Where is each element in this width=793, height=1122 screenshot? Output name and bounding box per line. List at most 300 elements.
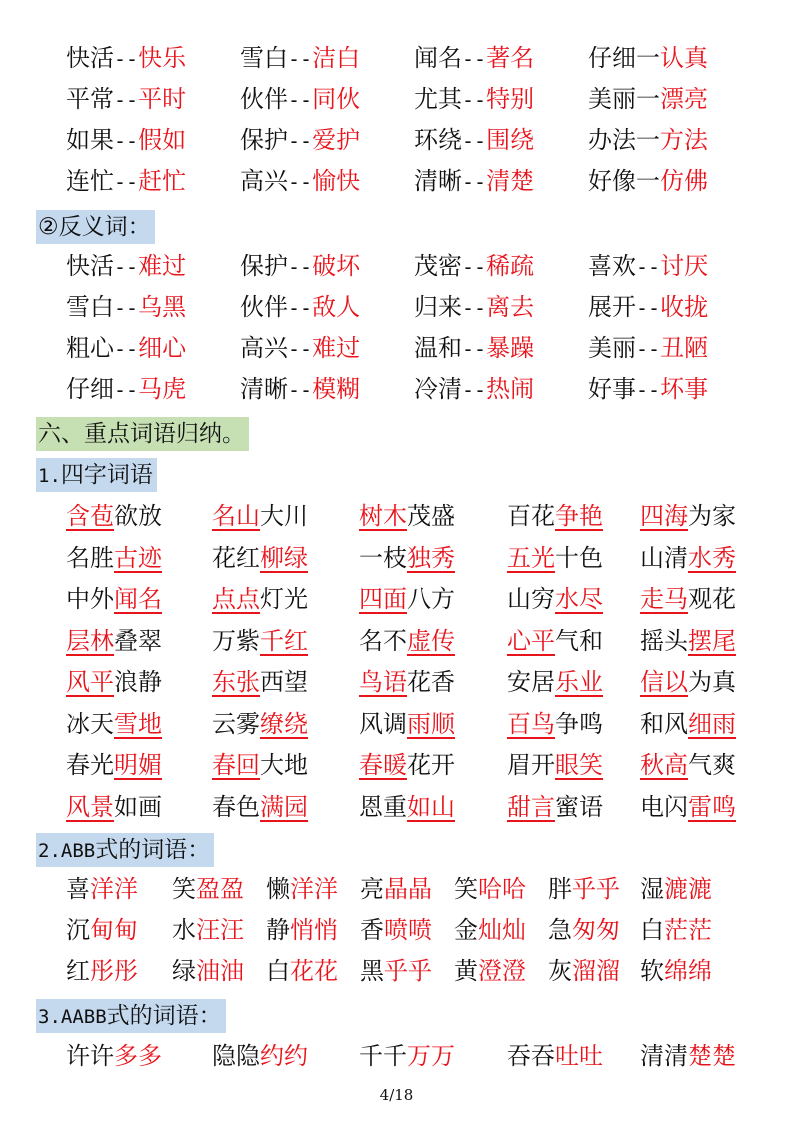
answer-word: 仿佛 xyxy=(660,167,708,195)
answer-word: 讨厌 xyxy=(660,252,709,280)
idiom xyxy=(640,747,736,783)
idiom xyxy=(212,789,308,825)
word: 粗心 xyxy=(66,334,114,362)
heading-text: 四字词语 xyxy=(60,462,153,488)
separator: 一 xyxy=(636,126,660,154)
idiom xyxy=(359,498,455,534)
answer-word: 洁白 xyxy=(312,44,361,72)
given-part: 恩重 xyxy=(359,792,407,821)
given-part: 中外 xyxy=(66,585,114,613)
answer-word: 快乐 xyxy=(138,44,187,72)
answer-word: 方法 xyxy=(660,126,708,154)
idiom xyxy=(359,540,455,576)
answer-word: 丑陋 xyxy=(660,334,709,362)
idiom xyxy=(66,581,162,617)
word: 雪白 xyxy=(66,293,114,321)
idiom xyxy=(66,540,162,576)
word: 雪白 xyxy=(240,44,288,72)
heading-text: 式的词语： xyxy=(95,837,211,863)
word: 冷清 xyxy=(414,375,462,403)
given-part: 灯光 xyxy=(260,585,308,613)
word: 伙伴 xyxy=(240,293,288,321)
given-part: 为真 xyxy=(688,668,736,696)
word-pair xyxy=(588,330,708,367)
abb-word xyxy=(360,912,432,948)
idiom xyxy=(507,706,603,742)
given-part: 大地 xyxy=(260,751,308,779)
answer-part: 油油 xyxy=(196,957,244,985)
word-pair xyxy=(588,81,708,117)
abb-word xyxy=(266,912,338,948)
separator: -- xyxy=(114,129,139,153)
page-number: 4/18 xyxy=(379,1086,414,1104)
word: 仔细 xyxy=(588,44,636,72)
word: 仔细 xyxy=(66,375,114,403)
word-pair xyxy=(240,248,360,285)
given-part: 山穷 xyxy=(507,585,555,613)
given-part: 灰 xyxy=(548,957,572,985)
given-part: 金 xyxy=(454,916,478,944)
separator: -- xyxy=(114,170,139,194)
word: 温和 xyxy=(414,334,462,362)
given-part: 亮 xyxy=(360,875,384,903)
answer-part: 绵绵 xyxy=(664,957,712,985)
idiom xyxy=(212,581,308,617)
given-part: 摇头 xyxy=(640,626,688,655)
given-part: 安居 xyxy=(507,668,555,696)
word-pair xyxy=(240,289,360,326)
separator: -- xyxy=(462,255,487,279)
answer-part: 水尽 xyxy=(555,585,603,613)
answer-part: 甸甸 xyxy=(90,916,138,944)
answer-part: 风平 xyxy=(66,668,114,696)
word: 归来 xyxy=(414,293,462,321)
abb-word xyxy=(548,953,620,989)
word: 快活 xyxy=(66,252,114,280)
answer-word: 坏事 xyxy=(660,375,709,403)
answer-word: 赶忙 xyxy=(138,167,187,195)
idiom xyxy=(640,789,736,825)
given-part: 吞吞 xyxy=(507,1042,555,1070)
answer-part: 春回 xyxy=(212,751,260,779)
heading-number: 2.ABB xyxy=(38,840,96,862)
given-part: 八方 xyxy=(407,585,455,613)
answer-part: 细雨 xyxy=(688,709,736,738)
word: 美丽 xyxy=(588,85,636,113)
answer-part: 洋洋 xyxy=(290,875,338,903)
given-part: 山清 xyxy=(640,543,688,572)
abb-word xyxy=(454,871,526,907)
answer-part: 哈哈 xyxy=(478,875,526,903)
answer-part: 东张 xyxy=(212,668,260,696)
separator: -- xyxy=(114,255,139,279)
answer-part: 千红 xyxy=(260,626,308,655)
answer-part: 甜言 xyxy=(507,792,555,821)
separator: -- xyxy=(288,378,313,402)
given-part: 喜 xyxy=(66,875,90,903)
separator: -- xyxy=(462,337,487,361)
answer-part: 灿灿 xyxy=(478,916,526,944)
separator: -- xyxy=(462,47,487,71)
word: 美丽 xyxy=(588,334,636,362)
given-part: 气和 xyxy=(555,626,603,655)
given-part: 千千 xyxy=(359,1042,407,1070)
word-pair xyxy=(240,371,360,408)
word: 保护 xyxy=(240,126,288,154)
idiom xyxy=(507,747,603,783)
answer-part: 柳绿 xyxy=(260,543,308,572)
word: 好像 xyxy=(588,167,636,195)
separator: -- xyxy=(288,170,313,194)
answer-part: 喷喷 xyxy=(384,916,432,944)
word-pair xyxy=(588,40,708,76)
given-part: 春光 xyxy=(66,751,114,779)
idiom xyxy=(640,581,736,617)
separator: 一 xyxy=(636,44,660,72)
separator: -- xyxy=(114,378,139,402)
idiom xyxy=(507,789,603,825)
separator: -- xyxy=(114,88,139,112)
idiom xyxy=(66,706,162,742)
answer-part: 走马 xyxy=(640,585,688,613)
word: 喜欢 xyxy=(588,252,636,280)
aabb-word xyxy=(66,1038,162,1074)
given-part: 名胜 xyxy=(66,543,114,572)
four-char-heading xyxy=(36,458,157,492)
abb-word xyxy=(360,871,432,907)
answer-part: 四面 xyxy=(359,585,407,613)
answer-part: 明媚 xyxy=(114,751,162,779)
given-part: 水 xyxy=(172,916,196,944)
answer-part: 雨顺 xyxy=(407,709,455,738)
abb-word xyxy=(640,871,712,907)
answer-word: 清楚 xyxy=(486,167,535,195)
given-part: 笑 xyxy=(454,875,478,903)
answer-part: 晶晶 xyxy=(384,875,432,903)
abb-word xyxy=(640,912,712,948)
word-pair xyxy=(66,371,186,408)
abb-word xyxy=(172,871,244,907)
word-pair xyxy=(414,163,534,200)
separator: -- xyxy=(114,337,139,361)
answer-part: 闻名 xyxy=(114,585,162,613)
given-part: 茂盛 xyxy=(407,502,455,530)
word-pair xyxy=(66,40,186,77)
answer-part: 古迹 xyxy=(114,543,162,572)
answer-part: 春暖 xyxy=(359,751,407,779)
answer-word: 特别 xyxy=(486,85,535,113)
given-part: 笑 xyxy=(172,875,196,903)
given-part: 大川 xyxy=(260,502,308,530)
answer-part: 悄悄 xyxy=(290,916,338,944)
given-part: 叠翠 xyxy=(114,626,162,655)
answer-part: 五光 xyxy=(507,543,555,572)
separator: -- xyxy=(288,296,313,320)
idiom xyxy=(640,498,736,534)
answer-part: 水秀 xyxy=(688,543,736,572)
answer-word: 平时 xyxy=(138,85,187,113)
abb-word xyxy=(66,953,138,989)
word: 快活 xyxy=(66,44,114,72)
abb-word xyxy=(360,953,432,989)
idiom xyxy=(212,540,308,576)
word-pair xyxy=(414,289,534,326)
separator: -- xyxy=(288,129,313,153)
word: 高兴 xyxy=(240,334,288,362)
word: 尤其 xyxy=(414,85,462,113)
answer-part: 眼笑 xyxy=(555,751,603,779)
answer-part: 彤彤 xyxy=(90,957,138,985)
answer-word: 稀疏 xyxy=(486,252,535,280)
given-part: 名不 xyxy=(359,626,407,655)
word-pair xyxy=(240,40,360,77)
answer-word: 著名 xyxy=(486,44,535,72)
aabb-word xyxy=(640,1038,736,1074)
answer-part: 风景 xyxy=(66,792,114,821)
answer-part: 溜溜 xyxy=(572,957,620,985)
idiom xyxy=(66,789,162,825)
answer-part: 约约 xyxy=(260,1042,308,1070)
abb-word xyxy=(172,912,244,948)
word-pair xyxy=(66,122,186,159)
idiom xyxy=(640,623,736,659)
given-part: 急 xyxy=(548,916,572,944)
answer-part: 百鸟 xyxy=(507,709,555,738)
answer-part: 吐吐 xyxy=(555,1042,603,1070)
answer-word: 热闹 xyxy=(486,375,535,403)
answer-part: 缭绕 xyxy=(260,709,308,738)
given-part: 沉 xyxy=(66,916,90,944)
answer-part: 摆尾 xyxy=(688,626,736,655)
answer-part: 花花 xyxy=(290,957,338,985)
word-pair xyxy=(66,289,186,326)
idiom xyxy=(212,706,308,742)
idiom xyxy=(212,623,308,659)
answer-word: 难过 xyxy=(312,334,361,362)
abb-word xyxy=(66,912,138,948)
given-part: 香 xyxy=(360,916,384,944)
given-part: 黄 xyxy=(454,957,478,985)
given-part: 风调 xyxy=(359,709,407,738)
idiom xyxy=(640,664,736,700)
answer-part: 漉漉 xyxy=(664,875,712,903)
word: 连忙 xyxy=(66,167,114,195)
answer-part: 独秀 xyxy=(407,543,455,572)
given-part: 云雾 xyxy=(212,709,260,738)
given-part: 百花 xyxy=(507,502,555,530)
word-pair xyxy=(240,81,360,118)
word: 好事 xyxy=(588,375,636,403)
abb-word xyxy=(172,953,244,989)
answer-part: 层林 xyxy=(66,626,114,655)
separator: -- xyxy=(636,255,661,279)
idiom xyxy=(507,623,603,659)
given-part: 眉开 xyxy=(507,751,555,779)
answer-part: 匆匆 xyxy=(572,916,620,944)
given-part: 软 xyxy=(640,957,664,985)
answer-part: 万万 xyxy=(407,1042,455,1070)
answer-part: 雷鸣 xyxy=(688,792,736,821)
answer-word: 爱护 xyxy=(312,126,361,154)
given-part: 电闪 xyxy=(640,792,688,821)
idiom xyxy=(66,664,162,700)
given-part: 许许 xyxy=(66,1042,114,1070)
aabb-word xyxy=(212,1038,308,1074)
given-part: 为家 xyxy=(688,502,736,530)
given-part: 和风 xyxy=(640,709,688,738)
abb-word xyxy=(454,912,526,948)
word-pair xyxy=(414,248,534,285)
word-pair xyxy=(66,330,186,367)
word: 如果 xyxy=(66,126,114,154)
answer-part: 含苞 xyxy=(66,502,114,530)
separator: -- xyxy=(114,47,139,71)
separator: -- xyxy=(288,255,313,279)
given-part: 万紫 xyxy=(212,626,260,655)
idiom xyxy=(359,747,455,783)
given-part: 欲放 xyxy=(114,502,162,530)
section6-heading: 六、重点词语归纳。 xyxy=(36,417,249,451)
abb-word xyxy=(66,871,138,907)
answer-part: 秋高 xyxy=(640,751,688,779)
given-part: 冰天 xyxy=(66,709,114,738)
abb-word xyxy=(266,871,338,907)
answer-part: 四海 xyxy=(640,502,688,530)
answer-part: 乎乎 xyxy=(384,957,432,985)
answer-part: 鸟语 xyxy=(359,668,407,696)
separator: -- xyxy=(462,129,487,153)
given-part: 一枝 xyxy=(359,543,407,572)
given-part: 气爽 xyxy=(688,751,736,779)
given-part: 胖 xyxy=(548,875,572,903)
answer-word: 难过 xyxy=(138,252,187,280)
separator: -- xyxy=(114,296,139,320)
word-pair xyxy=(414,81,534,118)
answer-word: 漂亮 xyxy=(660,85,708,113)
given-part: 黑 xyxy=(360,957,384,985)
given-part: 春色 xyxy=(212,792,260,821)
given-part: 十色 xyxy=(555,543,603,572)
given-part: 如画 xyxy=(114,792,162,821)
answer-word: 乌黑 xyxy=(138,293,187,321)
word: 伙伴 xyxy=(240,85,288,113)
given-part: 红 xyxy=(66,957,90,985)
answer-part: 澄澄 xyxy=(478,957,526,985)
word-pair xyxy=(588,289,708,326)
answer-word: 同伙 xyxy=(312,85,361,113)
word-pair xyxy=(588,371,708,408)
word: 平常 xyxy=(66,85,114,113)
answer-part: 如山 xyxy=(407,792,455,821)
abb-word xyxy=(454,953,526,989)
word-pair xyxy=(414,122,534,159)
idiom xyxy=(66,498,162,534)
word: 高兴 xyxy=(240,167,288,195)
separator: -- xyxy=(462,296,487,320)
given-part: 白 xyxy=(266,957,290,985)
separator: -- xyxy=(288,88,313,112)
answer-part: 茫茫 xyxy=(664,916,712,944)
separator: -- xyxy=(636,296,661,320)
answer-word: 围绕 xyxy=(486,126,535,154)
given-part: 蜜语 xyxy=(555,792,603,821)
word-pair xyxy=(414,330,534,367)
word-pair xyxy=(240,163,360,200)
separator: -- xyxy=(462,88,487,112)
word: 清晰 xyxy=(414,167,462,195)
aabb-word xyxy=(507,1038,603,1074)
answer-word: 离去 xyxy=(486,293,535,321)
answer-part: 汪汪 xyxy=(196,916,244,944)
word-pair xyxy=(66,163,186,200)
separator: 一 xyxy=(636,85,660,113)
answer-part: 盈盈 xyxy=(196,875,244,903)
word-pair xyxy=(240,122,360,159)
answer-word: 敌人 xyxy=(312,293,361,321)
given-part: 花香 xyxy=(407,668,455,696)
given-part: 花开 xyxy=(407,751,455,779)
answer-word: 破坏 xyxy=(312,252,361,280)
word-pair xyxy=(66,81,186,118)
separator: -- xyxy=(288,47,313,71)
idiom xyxy=(212,664,308,700)
word: 保护 xyxy=(240,252,288,280)
idiom xyxy=(212,747,308,783)
word-pair xyxy=(588,163,708,199)
separator: -- xyxy=(462,378,487,402)
word-pair xyxy=(240,330,360,367)
separator: -- xyxy=(636,337,661,361)
aabb-heading xyxy=(36,999,226,1033)
answer-word: 愉快 xyxy=(312,167,361,195)
given-part: 隐隐 xyxy=(212,1042,260,1070)
answer-part: 树木 xyxy=(359,502,407,530)
idiom xyxy=(66,623,162,659)
given-part: 花红 xyxy=(212,543,260,572)
aabb-word xyxy=(359,1038,455,1074)
answer-part: 乐业 xyxy=(555,668,603,696)
word-pair xyxy=(66,248,186,285)
word: 环绕 xyxy=(414,126,462,154)
given-part: 观花 xyxy=(688,585,736,613)
answer-part: 信以 xyxy=(640,668,688,696)
answer-word: 收拢 xyxy=(660,293,709,321)
word-pair xyxy=(588,122,708,158)
answer-word: 认真 xyxy=(660,44,708,72)
heading-number: 1. xyxy=(38,465,61,487)
given-part: 懒 xyxy=(266,875,290,903)
abb-word xyxy=(640,953,712,989)
abb-word xyxy=(548,912,620,948)
given-part: 清清 xyxy=(640,1042,688,1070)
idiom xyxy=(640,540,736,576)
word-pair xyxy=(588,248,708,285)
given-part: 浪静 xyxy=(114,668,162,696)
idiom xyxy=(640,706,736,742)
word-pair xyxy=(414,40,534,77)
idiom xyxy=(359,664,455,700)
word: 清晰 xyxy=(240,375,288,403)
antonyms-heading: ②反义词： xyxy=(36,210,155,244)
given-part: 绿 xyxy=(172,957,196,985)
separator: 一 xyxy=(636,167,660,195)
given-part: 西望 xyxy=(260,668,308,696)
answer-part: 心平 xyxy=(507,626,555,655)
idiom xyxy=(359,789,455,825)
given-part: 白 xyxy=(640,916,664,944)
separator: -- xyxy=(288,337,313,361)
given-part: 湿 xyxy=(640,875,664,903)
